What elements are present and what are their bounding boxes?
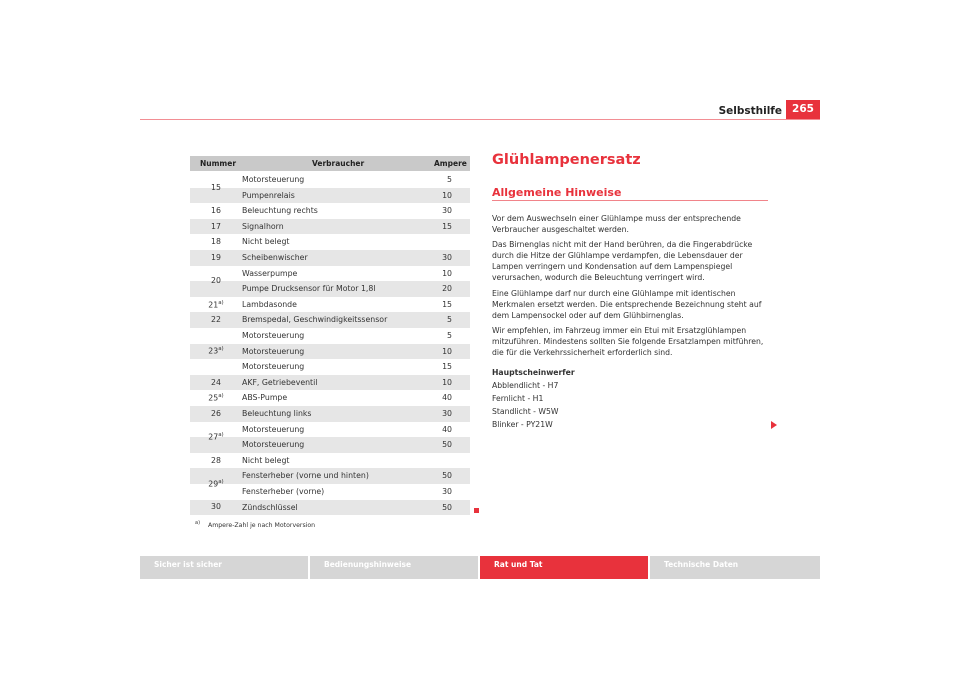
consumer-cell: Motorsteuerung xyxy=(242,424,305,434)
consumer-cell: Nicht belegt xyxy=(242,455,290,465)
page-section-title: Selbsthilfe xyxy=(718,105,782,117)
section-end-marker xyxy=(474,508,479,513)
ampere-cell: 50 xyxy=(442,440,452,450)
consumer-cell: Wasserpumpe xyxy=(242,268,298,278)
nav-tab-rat-und-tat[interactable] xyxy=(480,556,648,579)
fuse-number: 29 xyxy=(208,479,219,489)
ampere-cell: 5 xyxy=(447,331,452,340)
consumer-cell: AKF, Getriebeventil xyxy=(242,377,318,387)
paragraph-spare-kit: Wir empfehlen, im Fahrzeug immer ein Etui mit Ersatzglühlampen mitzuführen. Mindestens sollten Sie folgende Ersatzlampen mitführen, die für die Verkehrssicherheit erforderlich sind. xyxy=(492,326,764,357)
fuse-number-cell xyxy=(190,300,242,310)
column-header-number: Nummer xyxy=(200,159,237,168)
nav-tab-bedienungshinweise[interactable] xyxy=(310,556,478,579)
consumer-cell: Motorsteuerung xyxy=(242,346,305,356)
fuse-number-cell xyxy=(190,378,242,387)
fuse-number: 26 xyxy=(211,408,221,418)
fuse-number: 27 xyxy=(208,432,219,442)
consumer-cell: Fensterheber (vorne) xyxy=(242,487,325,496)
fuse-number: 17 xyxy=(211,221,221,231)
ampere-cell: 30 xyxy=(442,206,452,216)
footnote-reference: a) xyxy=(218,432,224,439)
footnote-reference: a) xyxy=(218,393,224,400)
fuse-number-cell xyxy=(190,253,242,262)
ampere-cell: 40 xyxy=(442,424,452,434)
footnote-reference: a) xyxy=(218,299,224,306)
fuse-number-cell xyxy=(190,315,242,324)
ampere-cell: 30 xyxy=(442,253,452,262)
ampere-cell: 40 xyxy=(442,393,452,403)
consumer-cell: ABS-Pumpe xyxy=(242,393,288,403)
section-heading: Glühlampenersatz xyxy=(492,152,641,168)
ampere-cell: 15 xyxy=(442,221,452,231)
table-footnote xyxy=(195,520,315,529)
nav-tab-label: Sicher ist sicher xyxy=(154,560,222,569)
header-divider xyxy=(140,119,820,120)
fuse-number: 20 xyxy=(211,276,221,286)
fuse-number: 23 xyxy=(208,346,219,356)
ampere-cell: 20 xyxy=(442,284,452,294)
consumer-cell: Zündschlüssel xyxy=(242,502,298,512)
fuse-number: 25 xyxy=(208,393,219,403)
fuse-number: 24 xyxy=(211,377,221,387)
fuse-number-cell xyxy=(190,222,242,231)
fuse-number: 30 xyxy=(211,502,221,512)
fuse-number-cell xyxy=(190,346,242,356)
ampere-cell: 10 xyxy=(442,377,452,387)
ampere-cell: 10 xyxy=(442,190,452,200)
consumer-cell: Pumpe Drucksensor für Motor 1,8l xyxy=(242,284,376,294)
consumer-cell: Lambdasonde xyxy=(242,299,297,309)
paragraph-do-not-touch: Das Birnenglas nicht mit der Hand berühren, da die Fingerabdrücke durch die Hitze der Glühlampe verdampfen, die Lebensdauer der Lampen verringern und Kondensation auf dem Lampenspiegel verursachen, wodurch die Beleuchtung verringert wird. xyxy=(492,240,753,282)
fuse-number-cell xyxy=(190,409,242,418)
nav-tab-technische-daten[interactable] xyxy=(650,556,820,579)
fuse-number-cell xyxy=(190,432,242,442)
fuse-number-cell xyxy=(190,456,242,465)
consumer-cell: Motorsteuerung xyxy=(242,331,305,340)
fuse-number-cell xyxy=(190,479,242,489)
table-row xyxy=(190,328,470,344)
fuse-number-cell xyxy=(190,276,242,285)
ampere-cell: 5 xyxy=(447,315,452,325)
footnote-mark: a) xyxy=(195,520,201,526)
bulb-item: Standlicht - W5W xyxy=(492,407,559,416)
footnote-reference: a) xyxy=(218,346,224,353)
consumer-cell: Motorsteuerung xyxy=(242,362,305,372)
fuse-number-cell xyxy=(190,206,242,215)
fuse-number: 28 xyxy=(211,455,221,465)
column-header-consumer: Verbraucher xyxy=(312,159,365,168)
nav-tab-label: Rat und Tat xyxy=(494,560,543,569)
fuse-number-cell xyxy=(190,502,242,511)
fuse-number-cell xyxy=(190,237,242,246)
consumer-cell: Fensterheber (vorne und hinten) xyxy=(242,471,369,481)
page-number: 265 xyxy=(786,100,820,119)
ampere-cell: 5 xyxy=(447,175,452,184)
consumer-cell: Bremspedal, Geschwindigkeitssensor xyxy=(242,315,388,325)
consumer-cell: Pumpenrelais xyxy=(242,190,295,200)
consumer-cell: Scheibenwischer xyxy=(242,253,308,262)
footnote-reference: a) xyxy=(218,479,224,485)
fuse-number: 15 xyxy=(211,182,221,192)
ampere-cell: 10 xyxy=(442,346,452,356)
fuse-number: 22 xyxy=(211,315,221,325)
table-row xyxy=(190,359,470,375)
bulb-item: Fernlicht - H1 xyxy=(492,394,544,403)
footnote-text: Ampere-Zahl je nach Motorversion xyxy=(207,522,316,530)
continue-arrow-icon xyxy=(771,421,777,429)
ampere-cell: 50 xyxy=(442,502,452,512)
bulb-item: Abblendlicht - H7 xyxy=(492,381,559,390)
fuse-number-cell xyxy=(190,183,242,192)
nav-tab-label: Bedienungshinweise xyxy=(324,560,412,569)
consumer-cell: Beleuchtung links xyxy=(242,409,312,418)
ampere-cell: 30 xyxy=(442,409,452,418)
consumer-cell: Motorsteuerung xyxy=(242,440,305,450)
ampere-cell: 50 xyxy=(442,471,452,481)
ampere-cell: 15 xyxy=(442,362,452,372)
fuse-number: 18 xyxy=(211,237,221,247)
bulb-item: Blinker - PY21W xyxy=(492,420,553,429)
consumer-cell: Motorsteuerung xyxy=(242,175,305,184)
ampere-cell: 10 xyxy=(442,268,452,278)
fuse-number: 16 xyxy=(211,206,221,215)
paragraph-identical-bulb: Eine Glühlampe darf nur durch eine Glühlampe mit identischen Merkmalen ersetzt werden. Die entsprechende Bezeichnung steht auf dem Lampensockel oder auf dem Glühbirnenglas. xyxy=(492,289,762,320)
nav-tab-label: Technische Daten xyxy=(664,560,739,569)
nav-tab-sicher-ist-sicher[interactable] xyxy=(140,556,308,579)
headlight-list-title: Hauptscheinwerfer xyxy=(492,368,575,377)
subsection-heading: Allgemeine Hinweise xyxy=(492,186,622,199)
consumer-cell: Nicht belegt xyxy=(242,237,290,247)
consumer-cell: Signalhorn xyxy=(242,221,284,231)
ampere-cell: 30 xyxy=(442,487,452,496)
ampere-cell: 15 xyxy=(442,299,452,309)
column-header-ampere: Ampere xyxy=(434,159,467,168)
fuse-number: 19 xyxy=(211,252,221,262)
consumer-cell: Beleuchtung rechts xyxy=(242,206,318,216)
subheading-divider xyxy=(492,200,768,201)
table-header xyxy=(190,156,470,171)
paragraph-switch-off: Vor dem Auswechseln einer Glühlampe muss der entsprechende Verbraucher ausgeschaltet werden. xyxy=(492,214,741,234)
fuse-number: 21 xyxy=(208,300,219,310)
fuse-number-cell xyxy=(190,393,242,403)
